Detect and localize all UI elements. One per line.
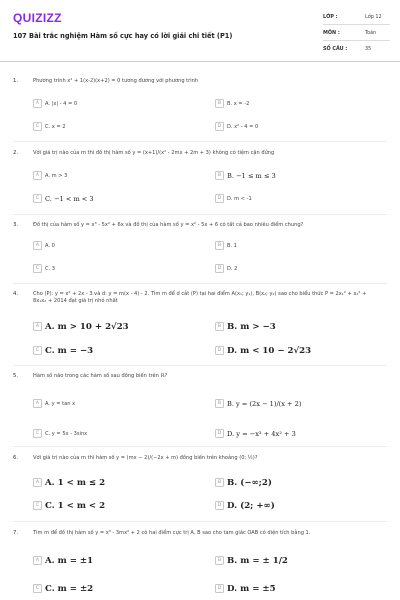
- worksheet-header: [0, 0, 400, 62]
- option-letter-box: C: [33, 264, 42, 273]
- option-c[interactable]: [33, 263, 55, 274]
- meta-class-label: LỚP :: [323, 14, 338, 20]
- option-text: B. x = -2: [227, 100, 250, 107]
- question-text: Với giá trị nào của m thì hàm số y = (mx − 2)/(−2x + m) đồng biến trên khoảng (0; ½)?: [33, 455, 258, 461]
- option-d[interactable]: [215, 583, 276, 594]
- option-text: D. m < 10 − 2√23: [227, 345, 312, 356]
- question-text: Đồ thị của hàm số y = x³ - 5x² + 6x và đồ thị của hàm số y = x² - 5x + 6 có tất cả bao nhiêu điểm chung?: [33, 222, 304, 228]
- option-text: D. y = −x³ + 4x² + 3: [227, 429, 296, 438]
- option-d[interactable]: [215, 345, 311, 356]
- option-text: C. x = 2: [45, 123, 66, 130]
- meta-divider: [323, 24, 390, 25]
- question-text: Với giá trị nào của m thì đồ thị hàm số y = (x+1)/(x² - 2mx + 2m + 3) không có tiệm cận đứng: [33, 150, 275, 156]
- question-text: Phương trình x² + 1(x-2)(x+2) = 0 tương đương với phương trình: [33, 78, 199, 84]
- meta-count-value: 35: [365, 46, 372, 52]
- option-a[interactable]: [33, 398, 75, 409]
- option-text: B. (−∞;2): [227, 477, 272, 488]
- option-c[interactable]: [33, 345, 93, 356]
- meta-class-value: Lớp 12: [365, 14, 382, 20]
- option-letter-box: B: [215, 322, 224, 331]
- question-text: Tìm m để đồ thị hàm số y = x³ - 3mx² + 2 có hai điểm cực trị A, B sao cho tam giác OAB có diện tích bằng 1.: [33, 530, 311, 536]
- option-letter-box: D: [215, 346, 224, 355]
- option-a[interactable]: [33, 477, 105, 488]
- option-letter-box: D: [215, 429, 224, 438]
- option-d[interactable]: [215, 193, 252, 204]
- option-text: C. m = ±2: [45, 583, 94, 594]
- option-text: C. 1 < m < 2: [45, 500, 106, 511]
- option-letter-box: C: [33, 122, 42, 131]
- option-a[interactable]: [33, 321, 129, 332]
- question-number: 7.: [13, 530, 19, 536]
- option-text: C. m = −3: [45, 345, 94, 356]
- option-letter-box: B: [215, 171, 224, 180]
- option-b[interactable]: [215, 98, 249, 109]
- question-number: 1.: [13, 78, 19, 84]
- question-text: Hàm số nào trong các hàm số sau đồng biến trên ℝ?: [33, 373, 168, 379]
- option-letter-box: A: [33, 241, 42, 250]
- question-number: 5.: [13, 373, 19, 379]
- question-number: 2.: [13, 150, 19, 156]
- option-b[interactable]: [215, 240, 237, 251]
- option-letter-box: C: [33, 194, 42, 203]
- option-text: A. 0: [45, 242, 55, 249]
- question-number: 3.: [13, 222, 19, 228]
- question-divider: [13, 283, 387, 284]
- quizizz-logo: QUIZIZZ: [13, 11, 62, 25]
- meta-count-label: SỐ CÂU :: [323, 46, 348, 52]
- question-number: 4.: [13, 291, 19, 297]
- meta-subject-label: MÔN :: [323, 30, 340, 36]
- option-letter-box: B: [215, 478, 224, 487]
- option-text: D. m = ±5: [227, 583, 276, 594]
- question-divider: [13, 141, 387, 142]
- option-letter-box: A: [33, 399, 42, 408]
- option-text: A. m = ±1: [45, 555, 94, 566]
- option-text: C. −1 < m < 3: [45, 194, 94, 203]
- option-text: C. y = 5x - 3sinx: [45, 430, 88, 437]
- option-c[interactable]: [33, 193, 94, 204]
- option-letter-box: A: [33, 478, 42, 487]
- question-divider: [13, 214, 387, 215]
- option-text: A. |x| - 4 = 0: [45, 100, 78, 107]
- page-title: 107 Bài trắc nghiệm Hàm số cực hay có lời giải chi tiết (P1): [13, 32, 233, 40]
- option-b[interactable]: [215, 170, 276, 181]
- option-letter-box: C: [33, 429, 42, 438]
- option-letter-box: D: [215, 501, 224, 510]
- option-c[interactable]: [33, 428, 87, 439]
- question-divider: [13, 521, 387, 522]
- option-text: D. (2; +∞): [227, 500, 275, 511]
- option-text: D. x² - 4 = 0: [227, 123, 259, 130]
- option-letter-box: A: [33, 99, 42, 108]
- option-b[interactable]: [215, 398, 301, 409]
- option-d[interactable]: [215, 428, 296, 439]
- option-letter-box: D: [215, 264, 224, 273]
- option-text: A. 1 < m ≤ 2: [45, 477, 106, 488]
- option-b[interactable]: [215, 321, 276, 332]
- option-letter-box: B: [215, 399, 224, 408]
- option-letter-box: B: [215, 241, 224, 250]
- option-text: B. m > −3: [227, 321, 276, 332]
- option-b[interactable]: [215, 477, 272, 488]
- option-a[interactable]: [33, 240, 55, 251]
- option-text: C. 3: [45, 265, 56, 272]
- option-letter-box: C: [33, 346, 42, 355]
- option-letter-box: D: [215, 122, 224, 131]
- option-text: B. y = (2x − 1)/(x + 2): [227, 399, 302, 408]
- meta-divider: [323, 40, 390, 41]
- option-c[interactable]: [33, 121, 66, 132]
- option-letter-box: B: [215, 99, 224, 108]
- option-b[interactable]: [215, 555, 288, 566]
- question-divider: [13, 446, 387, 447]
- option-text: A. y = tan x: [45, 400, 76, 407]
- option-letter-box: D: [215, 584, 224, 593]
- option-d[interactable]: [215, 500, 275, 511]
- option-letter-box: A: [33, 556, 42, 565]
- option-d[interactable]: [215, 121, 258, 132]
- option-letter-box: D: [215, 194, 224, 203]
- option-letter-box: C: [33, 501, 42, 510]
- option-text: D. 2: [227, 265, 238, 272]
- option-letter-box: B: [215, 556, 224, 565]
- option-letter-box: A: [33, 322, 42, 331]
- option-a[interactable]: [33, 170, 67, 181]
- meta-subject-value: Toán: [365, 30, 377, 36]
- option-letter-box: C: [33, 584, 42, 593]
- question-divider: [13, 365, 387, 366]
- option-text: B. −1 ≤ m ≤ 3: [227, 171, 276, 180]
- option-text: A. m > 3: [45, 172, 68, 179]
- option-a[interactable]: [33, 555, 93, 566]
- question-text: Cho (P): y = x² + 2x - 3 và d: y = m(x - 4) - 2. Tìm m để d cắt (P) tại hai điểm A(x₁; y₁), B(x₂; y₂) sao cho biểu thức P = 2x₁² + x₂² + 8x₁x₂ + 2014 đạt giá trị nhỏ nhất: [33, 291, 367, 305]
- option-letter-box: A: [33, 171, 42, 180]
- option-text: D. m < -1: [227, 195, 252, 202]
- question-number: 6.: [13, 455, 19, 461]
- option-c[interactable]: [33, 583, 93, 594]
- option-text: B. 1: [227, 242, 237, 249]
- option-a[interactable]: [33, 98, 77, 109]
- option-text: B. m = ± 1/2: [227, 555, 288, 566]
- option-text: A. m > 10 + 2√23: [45, 321, 129, 332]
- option-d[interactable]: [215, 263, 237, 274]
- option-c[interactable]: [33, 500, 105, 511]
